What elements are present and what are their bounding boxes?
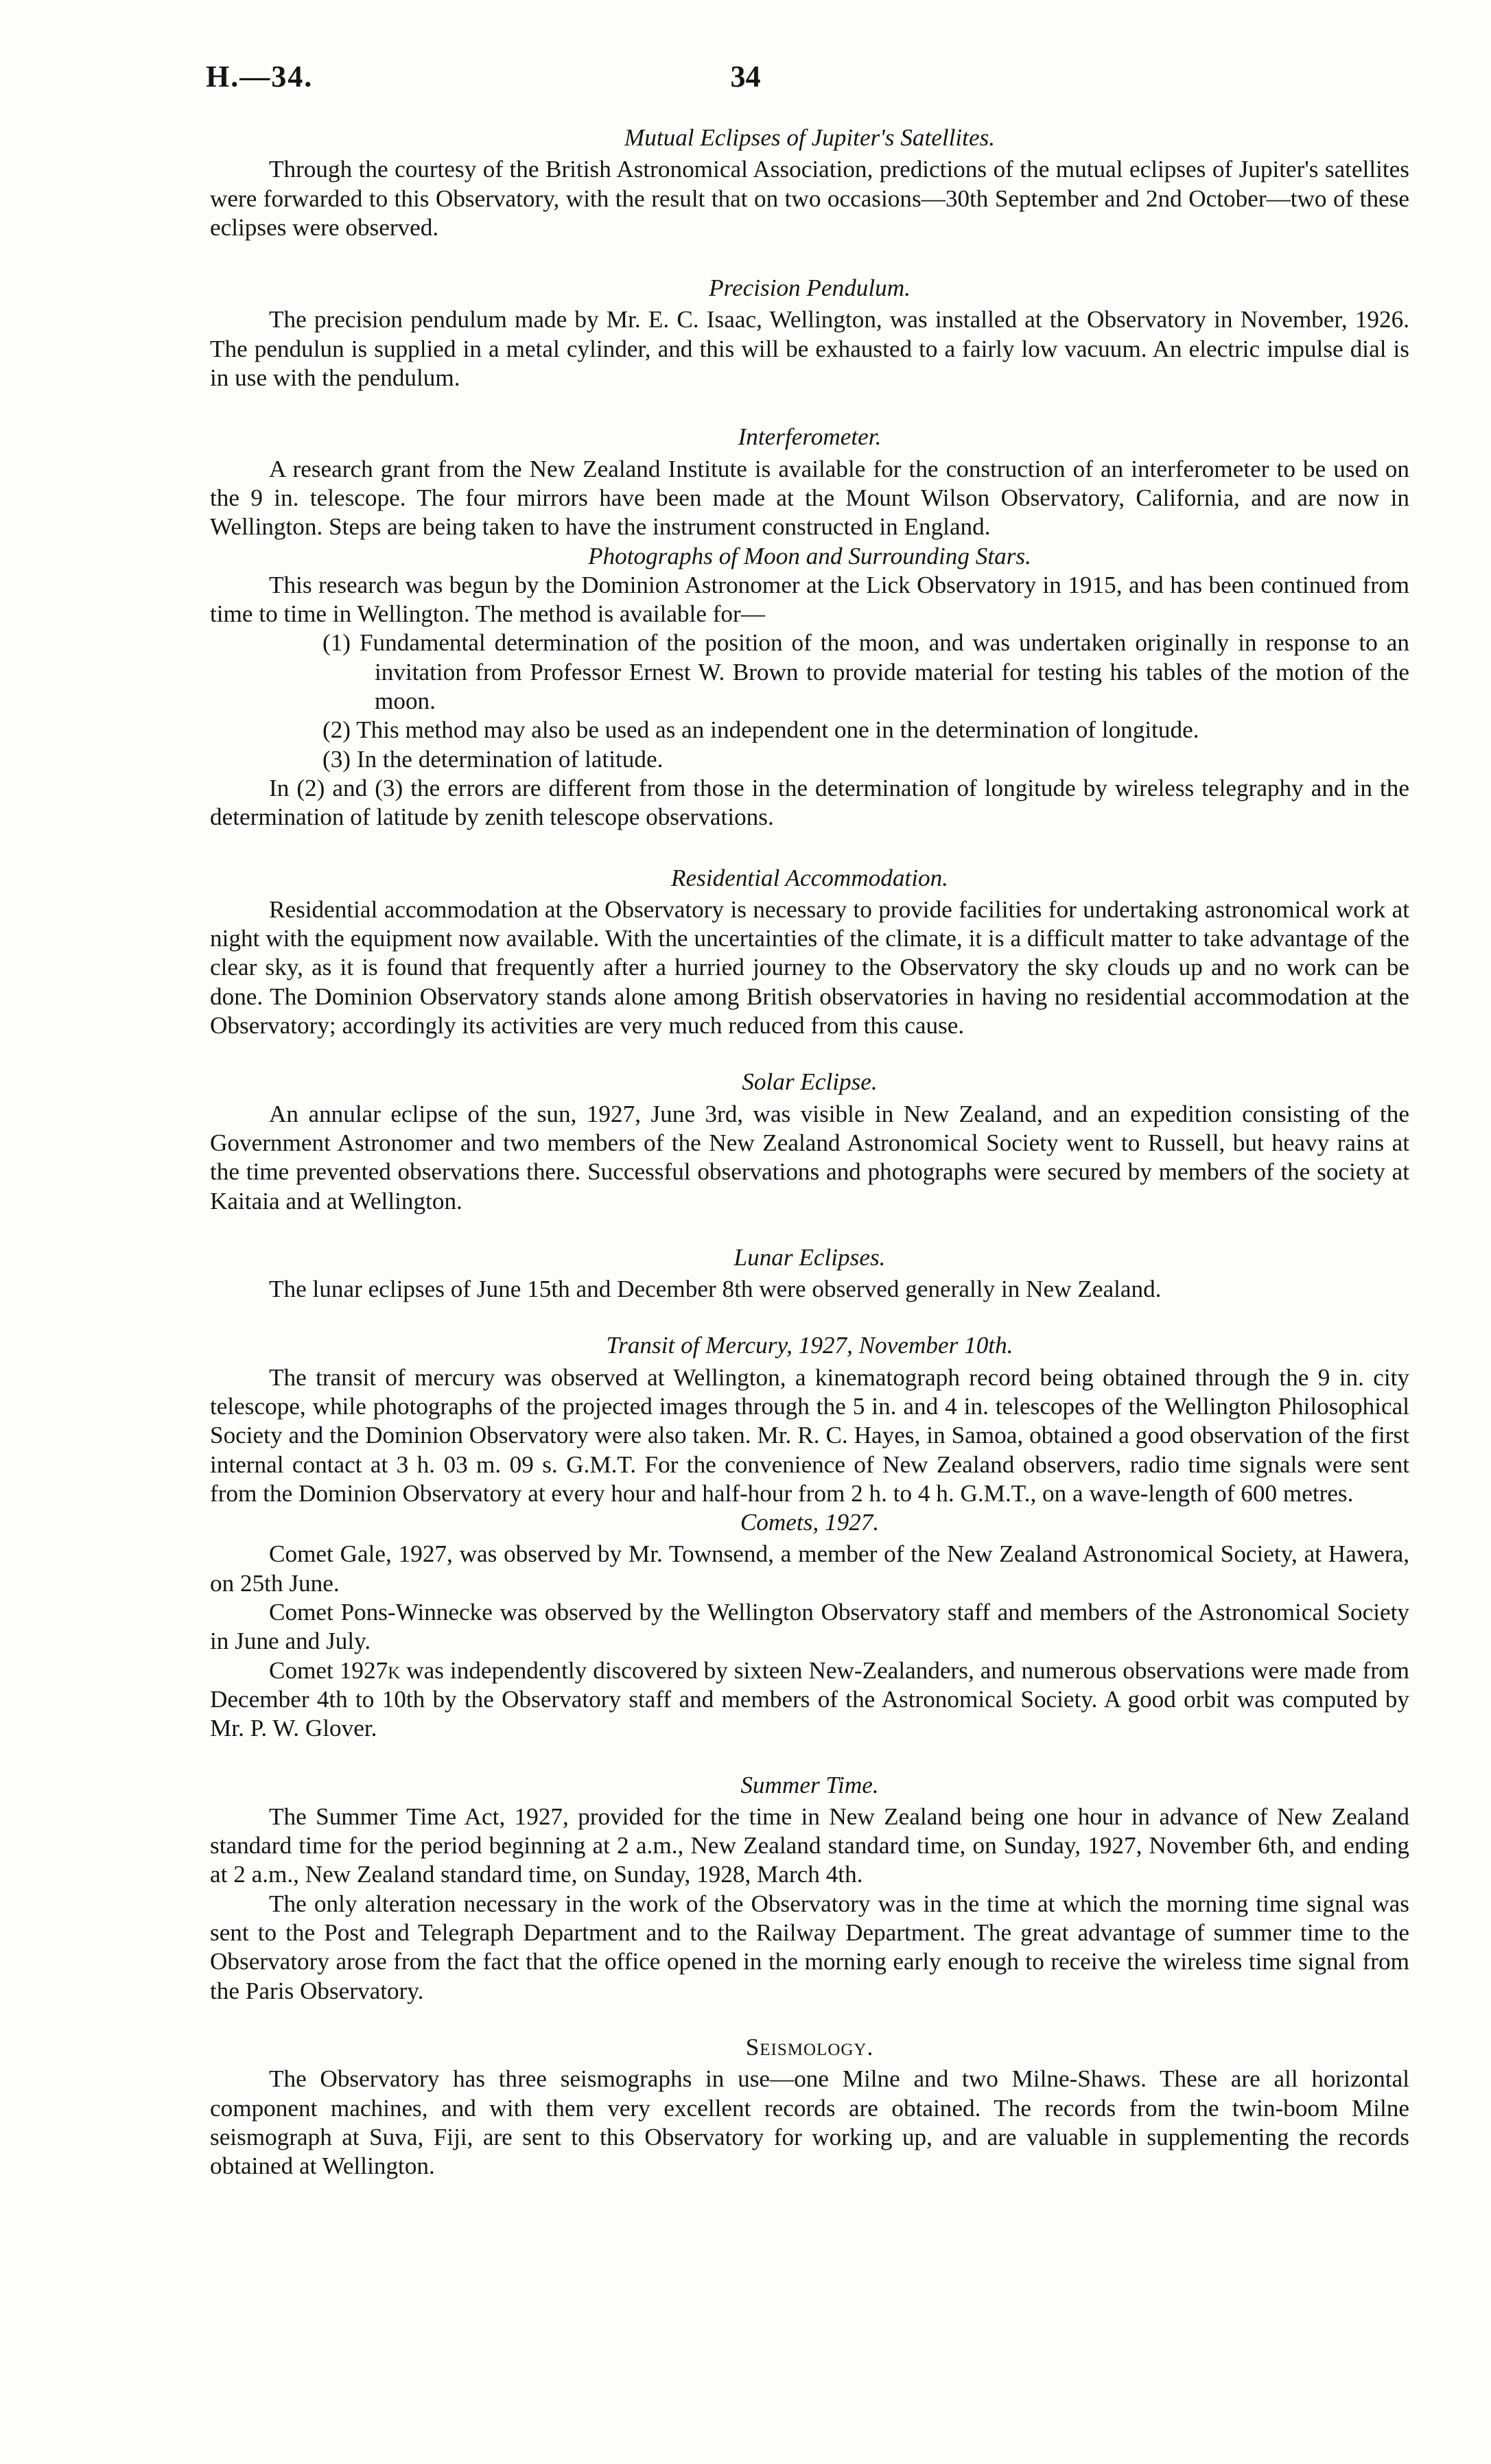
- paragraph: The precision pendulum made by Mr. E. C. Isaac, Wellington, was installed at the Observatory in November, 1926. The pendulun is supplied in a metal cylinder, and this will be exhausted to a fairly low vacuum. An electric impulse dial is in use with the pendulum.: [210, 306, 1409, 392]
- paragraph: Comet Gale, 1927, was observed by Mr. Townsend, a member of the New Zealand Astronomical Society, at Hawera, on 25th June.: [210, 1540, 1409, 1597]
- paragraph: The transit of mercury was observed at Wellington, a kinematograph record being obtained through the 9 in. city telescope, while photographs of the projected images through the 5 in. and 4 in. telescopes of the Wellington Philosophical Society and the Dominion Observatory were also taken. Mr. R. C. Hayes, in Samoa, obtained a good observation of the first internal contact at 3 h. 03 m. 09 s. G.M.T. For the convenience of New Zealand observers, radio time signals were sent from the Dominion Observatory at every hour and half-hour from 2 h. to 4 h. G.M.T., on a wave-length of 600 metres.: [210, 1363, 1409, 1507]
- paragraph: The lunar eclipses of June 15th and December 8th were observed generally in New Zealand.: [269, 1276, 1162, 1303]
- section-heading: Seismology.: [745, 2033, 874, 2061]
- paragraph: This research was begun by the Dominion Astronomer at the Lick Observatory in 1915, and has been continued from time to time in Wellington. The method is available for—: [210, 571, 1409, 628]
- comet-designation-letter: k: [388, 1656, 401, 1684]
- document-reference: H.—34.: [206, 60, 314, 93]
- section-seismology: [210, 2033, 1409, 2181]
- section-heading: Interferometer.: [738, 423, 882, 451]
- list-item: (1) Fundamental determination of the position of the moon, and was undertaken originally in response to an invitation from Professor Ernest W. Brown to provide material for testing his tables of the motion of the moon.: [322, 629, 1409, 715]
- text-run: was independently discovered by sixteen New-Zealanders, and numerous observations were made from December 4th to 10th by the Observatory staff and members of the Astronomical Society. A good orbit was computed by Mr. P. W. Glover.: [210, 1656, 1409, 1742]
- section-heading: Lunar Eclipses.: [733, 1243, 886, 1271]
- section-mutual-eclipses: [210, 124, 1409, 242]
- section-precision-pendulum: [210, 274, 1409, 392]
- section-heading: Comets, 1927.: [740, 1509, 880, 1536]
- section-heading: Residential Accommodation.: [671, 864, 948, 891]
- section-heading: Precision Pendulum.: [709, 274, 911, 302]
- section-moon-photographs: [210, 542, 1409, 832]
- section-residential-accommodation: [210, 864, 1409, 1041]
- section-interferometer: [210, 423, 1409, 541]
- paragraph: The Observatory has three seismographs in use—one Milne and two Milne-Shaws. These are all horizontal component machines, and with them very excellent records are obtained. The records from the twin-boom Milne seismograph at Suva, Fiji, are sent to this Observatory for working up, and are valuable in supplementing the records obtained at Wellington.: [210, 2065, 1409, 2180]
- section-heading: Solar Eclipse.: [742, 1068, 878, 1096]
- paragraph: A research grant from the New Zealand Institute is available for the construction of an interferometer to be used on the 9 in. telescope. The four mirrors have been made at the Mount Wilson Observatory, California, and are now in Wellington. Steps are being taken to have the instrument constructed in England.: [210, 455, 1409, 541]
- section-heading: Mutual Eclipses of Jupiter's Satellites.: [624, 124, 996, 151]
- paragraph: The Summer Time Act, 1927, provided for the time in New Zealand being one hour in advance of New Zealand standard time for the period beginning at 2 a.m., New Zealand standard time, on Sunday, 1927, November 6th, and ending at 2 a.m., New Zealand standard time, on Sunday, 1928, March 4th.: [210, 1803, 1409, 1888]
- section-solar-eclipse: [210, 1068, 1409, 1215]
- section-heading: Photographs of Moon and Surrounding Stars.: [588, 542, 1031, 570]
- page-content: [210, 124, 1409, 2181]
- paragraph: Residential accommodation at the Observatory is necessary to provide facilities for undertaking astronomical work at night with the equipment now available. With the uncertainties of the climate, it is a difficult matter to take advantage of the clear sky, as it is found that frequently after a hurried journey to the Observatory the sky clouds up and no work can be done. The Dominion Observatory stands alone among British observatories in having no residential accommodation at the Observatory; accordingly its activities are very much reduced from this cause.: [210, 895, 1409, 1040]
- paragraph: The only alteration necessary in the work of the Observatory was in the time at which the morning time signal was sent to the Post and Telegraph Department and to the Railway Department. The great advantage of summer time to the Observatory arose from the fact that the office opened in the morning early enough to receive the wireless time signal from the Paris Observatory.: [210, 1890, 1409, 2004]
- page-number: 34: [730, 60, 761, 93]
- paragraph: Through the courtesy of the British Astronomical Association, predictions of the mutual eclipses of Jupiter's satellites were forwarded to this Observatory, with the result that on two occasions—30th September and 2nd October—two of these eclipses were observed.: [210, 156, 1409, 241]
- list-item: (2) This method may also be used as an independent one in the determination of longitude.: [322, 716, 1199, 744]
- paragraph: In (2) and (3) the errors are different from those in the determination of longitude by wireless telegraphy and in the determination of latitude by zenith telescope observations.: [210, 774, 1409, 831]
- text-run: Comet 1927: [269, 1656, 388, 1684]
- section-summer-time: [210, 1771, 1409, 2006]
- section-comets: [210, 1508, 1409, 1743]
- section-lunar-eclipses: [210, 1243, 1409, 1304]
- paragraph: An annular eclipse of the sun, 1927, June 3rd, was visible in New Zealand, and an expedition consisting of the Government Astronomer and two members of the New Zealand Astronomical Society went to Russell, but heavy rains at the time prevented observations there. Successful observations and photographs were secured by members of the society at Kaitaia and at Wellington.: [210, 1100, 1409, 1215]
- section-heading: Summer Time.: [740, 1771, 879, 1798]
- paragraph: Comet Pons-Winnecke was observed by the Wellington Observatory staff and members of the Astronomical Society in June and July.: [210, 1599, 1409, 1655]
- section-heading: Transit of Mercury, 1927, November 10th.: [606, 1332, 1013, 1359]
- section-transit-of-mercury: [210, 1331, 1409, 1508]
- paragraph: [210, 1656, 1409, 1744]
- list-item: (3) In the determination of latitude.: [322, 745, 664, 773]
